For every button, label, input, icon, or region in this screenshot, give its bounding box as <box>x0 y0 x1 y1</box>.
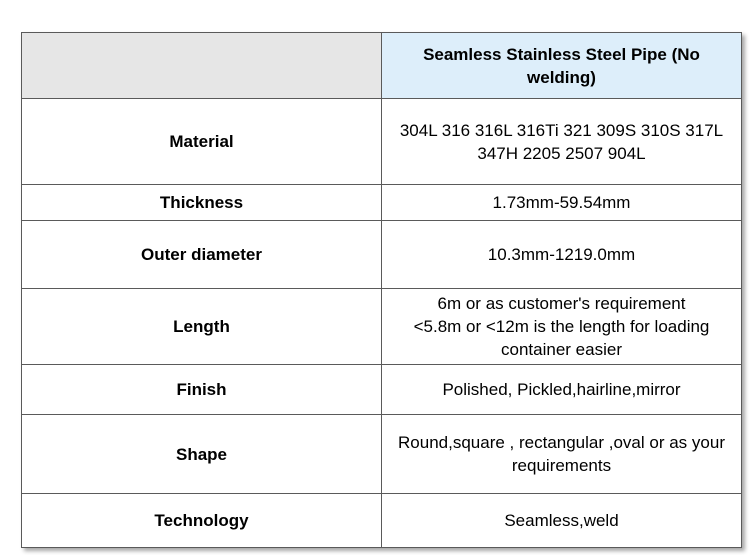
row-value-material: 304L 316 316L 316Ti 321 309S 310S 317L 347H 2205 2507 904L <box>382 99 742 185</box>
row-value-length <box>382 289 742 365</box>
row-value-outer-diameter: 10.3mm-1219.0mm <box>382 221 742 289</box>
header-corner-cell <box>22 33 382 99</box>
table-row-thickness <box>22 185 742 221</box>
table-title: Seamless Stainless Steel Pipe (No welding) <box>382 33 742 99</box>
row-label-finish: Finish <box>22 365 382 415</box>
table-row-length <box>22 289 742 365</box>
table-row-finish <box>22 365 742 415</box>
row-label-length: Length <box>22 289 382 365</box>
row-value-shape: Round,square , rectangular ,oval or as your requirements <box>382 415 742 494</box>
table-row-material <box>22 99 742 185</box>
table-row-outer-diameter <box>22 221 742 289</box>
row-value-finish: Polished, Pickled,hairline,mirror <box>382 365 742 415</box>
table-row-shape <box>22 415 742 494</box>
length-value-line: 6m or as customer's requirement <box>437 294 686 313</box>
row-value-technology: Seamless,weld <box>382 494 742 548</box>
row-value-thickness: 1.73mm-59.54mm <box>382 185 742 221</box>
length-value-line: <5.8m or <12m is the length for loading container easier <box>413 317 710 359</box>
row-label-shape: Shape <box>22 415 382 494</box>
table-row-technology <box>22 494 742 548</box>
specification-table <box>21 32 742 548</box>
row-label-material: Material <box>22 99 382 185</box>
table-header-row <box>22 33 742 99</box>
row-label-thickness: Thickness <box>22 185 382 221</box>
row-label-technology: Technology <box>22 494 382 548</box>
row-label-outer-diameter: Outer diameter <box>22 221 382 289</box>
